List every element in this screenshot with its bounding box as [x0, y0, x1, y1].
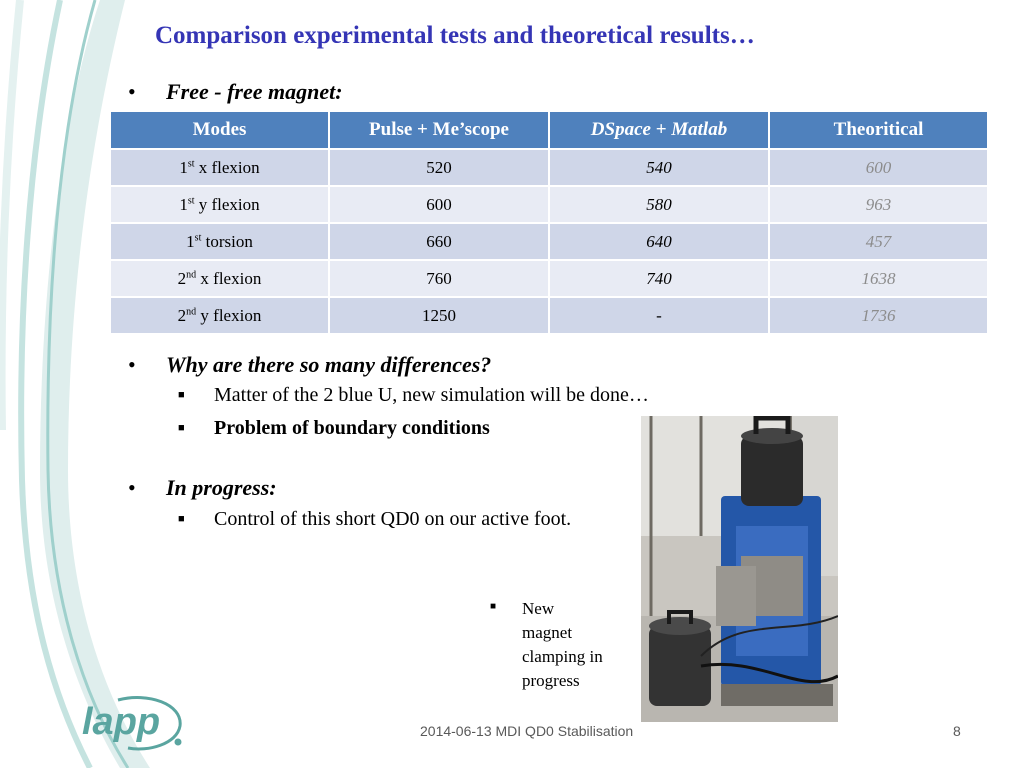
- slide-title: Comparison experimental tests and theoretical results…: [155, 22, 755, 49]
- table-row: [110, 186, 988, 223]
- cell-dspace: -: [549, 297, 769, 334]
- header-dspace: DSpace + Matlab: [549, 111, 769, 149]
- cell-theoretical: 1736: [769, 297, 988, 334]
- table-row: [110, 149, 988, 186]
- caption-line: New: [522, 599, 555, 618]
- cell-mode: 1st y flexion: [110, 186, 329, 223]
- square-bullet-icon: ■: [178, 422, 185, 434]
- table-row: [110, 260, 988, 297]
- bullet-differences: [128, 352, 491, 378]
- cell-theoretical: 1638: [769, 260, 988, 297]
- cell-dspace: 740: [549, 260, 769, 297]
- list-item-text: Matter of the 2 blue U, new simulation will be done…: [214, 384, 649, 406]
- square-bullet-icon: ■: [178, 513, 185, 525]
- bullet-dot: •: [128, 352, 136, 377]
- cell-theoretical: 963: [769, 186, 988, 223]
- header-modes: Modes: [110, 111, 329, 149]
- footer-text: 2014-06-13 MDI QD0 Stabilisation: [420, 723, 634, 739]
- table-row: [110, 223, 988, 260]
- cell-pulse: 660: [329, 223, 549, 260]
- cell-pulse: 600: [329, 186, 549, 223]
- svg-text:lapp: lapp: [82, 701, 161, 743]
- square-bullet-icon: ■: [490, 601, 497, 612]
- cell-dspace: 540: [549, 149, 769, 186]
- bullet-free-free-magnet: [128, 79, 343, 105]
- header-pulse: Pulse + Me’scope: [329, 111, 549, 149]
- header-theoretical: Theoritical: [769, 111, 988, 149]
- square-bullet-icon: ■: [178, 389, 185, 401]
- section-heading-in-progress: In progress:: [166, 475, 277, 500]
- list-item: [178, 508, 571, 531]
- bullet-dot: •: [128, 475, 136, 500]
- list-item: [178, 384, 649, 407]
- list-item-text: Problem of boundary conditions: [214, 417, 490, 439]
- magnet-clamping-photo: [641, 416, 838, 722]
- cell-dspace: 580: [549, 186, 769, 223]
- cell-mode: 2nd x flexion: [110, 260, 329, 297]
- table-header-row: [110, 111, 988, 149]
- caption-line: clamping in: [522, 647, 603, 666]
- cell-theoretical: 600: [769, 149, 988, 186]
- bullet-in-progress: [128, 475, 277, 501]
- cell-pulse: 520: [329, 149, 549, 186]
- cell-dspace: 640: [549, 223, 769, 260]
- cell-mode: 1st x flexion: [110, 149, 329, 186]
- page-number: 8: [953, 723, 961, 739]
- cell-pulse: 760: [329, 260, 549, 297]
- cell-pulse: 1250: [329, 297, 549, 334]
- modes-table: [109, 110, 989, 335]
- cell-mode: 1st torsion: [110, 223, 329, 260]
- list-item-text: Control of this short QD0 on our active foot.: [214, 508, 572, 530]
- list-item: [178, 417, 490, 440]
- bullet-dot: •: [128, 79, 136, 104]
- photo-caption: [490, 597, 603, 693]
- caption-line: magnet: [522, 623, 573, 642]
- cell-theoretical: 457: [769, 223, 988, 260]
- lapp-logo: [78, 692, 188, 752]
- cell-mode: 2nd y flexion: [110, 297, 329, 334]
- table-row: [110, 297, 988, 334]
- section-heading-free-free: Free - free magnet:: [166, 79, 343, 104]
- caption-line: progress: [522, 671, 580, 690]
- section-heading-differences: Why are there so many differences?: [166, 352, 492, 377]
